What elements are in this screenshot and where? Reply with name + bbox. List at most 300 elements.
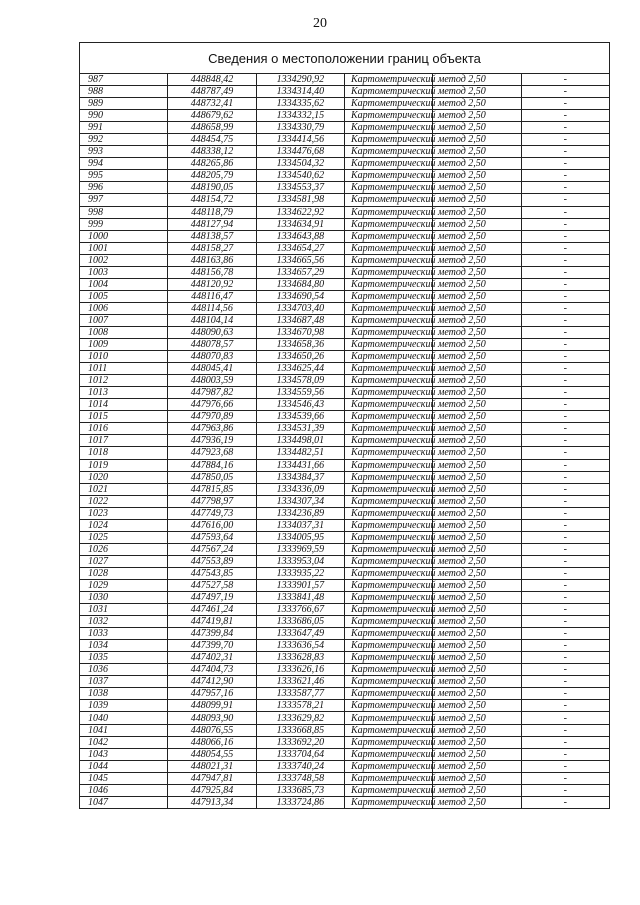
accuracy-cell: 2,50 — [433, 146, 521, 158]
method-cell: Картометрический метод — [344, 640, 432, 652]
y-coordinate-cell: 1333686,05 — [256, 616, 344, 628]
y-coordinate-cell: 1334498,01 — [256, 435, 344, 447]
method-cell: Картометрический метод — [344, 628, 432, 640]
y-coordinate-cell: 1333685,73 — [256, 784, 344, 796]
point-number-cell: 989 — [80, 98, 168, 110]
method-cell: Картометрический метод — [344, 543, 432, 555]
table-row — [80, 543, 610, 555]
accuracy-cell: 2,50 — [433, 230, 521, 242]
accuracy-cell: 2,50 — [433, 170, 521, 182]
method-cell: Картометрический метод — [344, 664, 432, 676]
point-number-cell: 1002 — [80, 254, 168, 266]
description-cell: - — [521, 748, 609, 760]
accuracy-cell: 2,50 — [433, 122, 521, 134]
point-number-cell: 993 — [80, 146, 168, 158]
method-cell: Картометрический метод — [344, 471, 432, 483]
y-coordinate-cell: 1334336,09 — [256, 483, 344, 495]
x-coordinate-cell: 447798,97 — [168, 495, 256, 507]
accuracy-cell: 2,50 — [433, 110, 521, 122]
y-coordinate-cell: 1334314,40 — [256, 86, 344, 98]
x-coordinate-cell: 448158,27 — [168, 242, 256, 254]
method-cell: Картометрический метод — [344, 712, 432, 724]
accuracy-cell: 2,50 — [433, 784, 521, 796]
accuracy-cell: 2,50 — [433, 652, 521, 664]
y-coordinate-cell: 1334657,29 — [256, 266, 344, 278]
method-cell: Картометрический метод — [344, 399, 432, 411]
table-row — [80, 278, 610, 290]
description-cell: - — [521, 122, 609, 134]
table-row — [80, 242, 610, 254]
description-cell: - — [521, 363, 609, 375]
point-number-cell: 1040 — [80, 712, 168, 724]
y-coordinate-cell: 1333578,21 — [256, 700, 344, 712]
y-coordinate-cell: 1334540,62 — [256, 170, 344, 182]
x-coordinate-cell: 448338,12 — [168, 146, 256, 158]
method-cell: Картометрический метод — [344, 567, 432, 579]
table-row — [80, 531, 610, 543]
x-coordinate-cell: 447419,81 — [168, 616, 256, 628]
x-coordinate-cell: 447850,05 — [168, 471, 256, 483]
method-cell: Картометрический метод — [344, 736, 432, 748]
point-number-cell: 1017 — [80, 435, 168, 447]
x-coordinate-cell: 447404,73 — [168, 664, 256, 676]
table-row — [80, 266, 610, 278]
y-coordinate-cell: 1334482,51 — [256, 447, 344, 459]
accuracy-cell: 2,50 — [433, 519, 521, 531]
y-coordinate-cell: 1334037,31 — [256, 519, 344, 531]
description-cell: - — [521, 772, 609, 784]
y-coordinate-cell: 1334703,40 — [256, 302, 344, 314]
y-coordinate-cell: 1334670,98 — [256, 326, 344, 338]
x-coordinate-cell: 448205,79 — [168, 170, 256, 182]
method-cell: Картометрический метод — [344, 74, 432, 86]
accuracy-cell: 2,50 — [433, 302, 521, 314]
method-cell: Картометрический метод — [344, 351, 432, 363]
method-cell: Картометрический метод — [344, 122, 432, 134]
point-number-cell: 1036 — [80, 664, 168, 676]
description-cell: - — [521, 471, 609, 483]
y-coordinate-cell: 1334335,62 — [256, 98, 344, 110]
table-row — [80, 640, 610, 652]
y-coordinate-cell: 1334384,37 — [256, 471, 344, 483]
method-cell: Картометрический метод — [344, 555, 432, 567]
method-cell: Картометрический метод — [344, 772, 432, 784]
y-coordinate-cell: 1334005,95 — [256, 531, 344, 543]
y-coordinate-cell: 1334307,34 — [256, 495, 344, 507]
accuracy-cell: 2,50 — [433, 375, 521, 387]
accuracy-cell: 2,50 — [433, 579, 521, 591]
table-row — [80, 218, 610, 230]
y-coordinate-cell: 1334531,39 — [256, 423, 344, 435]
description-cell: - — [521, 230, 609, 242]
y-coordinate-cell: 1334687,48 — [256, 314, 344, 326]
y-coordinate-cell: 1334622,92 — [256, 206, 344, 218]
x-coordinate-cell: 448099,91 — [168, 700, 256, 712]
x-coordinate-cell: 448732,41 — [168, 98, 256, 110]
x-coordinate-cell: 448120,92 — [168, 278, 256, 290]
description-cell: - — [521, 314, 609, 326]
x-coordinate-cell: 448156,78 — [168, 266, 256, 278]
method-cell: Картометрический метод — [344, 676, 432, 688]
x-coordinate-cell: 448114,56 — [168, 302, 256, 314]
method-cell: Картометрический метод — [344, 242, 432, 254]
method-cell: Картометрический метод — [344, 230, 432, 242]
y-coordinate-cell: 1334290,92 — [256, 74, 344, 86]
table-row — [80, 363, 610, 375]
point-number-cell: 1032 — [80, 616, 168, 628]
y-coordinate-cell: 1334431,66 — [256, 459, 344, 471]
description-cell: - — [521, 435, 609, 447]
point-number-cell: 1001 — [80, 242, 168, 254]
x-coordinate-cell: 447543,85 — [168, 567, 256, 579]
accuracy-cell: 2,50 — [433, 339, 521, 351]
table-row — [80, 592, 610, 604]
method-cell: Картометрический метод — [344, 182, 432, 194]
y-coordinate-cell: 1334236,89 — [256, 507, 344, 519]
description-cell: - — [521, 278, 609, 290]
x-coordinate-cell: 447963,86 — [168, 423, 256, 435]
description-cell: - — [521, 266, 609, 278]
method-cell: Картометрический метод — [344, 519, 432, 531]
table-row — [80, 351, 610, 363]
point-number-cell: 999 — [80, 218, 168, 230]
point-number-cell: 1030 — [80, 592, 168, 604]
x-coordinate-cell: 447936,19 — [168, 435, 256, 447]
accuracy-cell: 2,50 — [433, 700, 521, 712]
x-coordinate-cell: 447399,70 — [168, 640, 256, 652]
x-coordinate-cell: 448190,05 — [168, 182, 256, 194]
method-cell: Картометрический метод — [344, 495, 432, 507]
accuracy-cell: 2,50 — [433, 592, 521, 604]
y-coordinate-cell: 1334665,56 — [256, 254, 344, 266]
point-number-cell: 1010 — [80, 351, 168, 363]
accuracy-cell: 2,50 — [433, 254, 521, 266]
point-number-cell: 988 — [80, 86, 168, 98]
accuracy-cell: 2,50 — [433, 459, 521, 471]
accuracy-cell: 2,50 — [433, 98, 521, 110]
point-number-cell: 1020 — [80, 471, 168, 483]
x-coordinate-cell: 448076,55 — [168, 724, 256, 736]
accuracy-cell: 2,50 — [433, 278, 521, 290]
x-coordinate-cell: 447925,84 — [168, 784, 256, 796]
description-cell: - — [521, 592, 609, 604]
method-cell: Картометрический метод — [344, 339, 432, 351]
point-number-cell: 1044 — [80, 760, 168, 772]
y-coordinate-cell: 1333724,86 — [256, 796, 344, 808]
method-cell: Картометрический метод — [344, 507, 432, 519]
description-cell: - — [521, 242, 609, 254]
accuracy-cell: 2,50 — [433, 772, 521, 784]
description-cell: - — [521, 760, 609, 772]
x-coordinate-cell: 447593,64 — [168, 531, 256, 543]
x-coordinate-cell: 448045,41 — [168, 363, 256, 375]
x-coordinate-cell: 447553,89 — [168, 555, 256, 567]
accuracy-cell: 2,50 — [433, 134, 521, 146]
description-cell: - — [521, 700, 609, 712]
table-row — [80, 784, 610, 796]
y-coordinate-cell: 1334330,79 — [256, 122, 344, 134]
y-coordinate-cell: 1333636,54 — [256, 640, 344, 652]
x-coordinate-cell: 447497,19 — [168, 592, 256, 604]
y-coordinate-cell: 1334578,09 — [256, 375, 344, 387]
accuracy-cell: 2,50 — [433, 435, 521, 447]
table-row — [80, 134, 610, 146]
point-number-cell: 1031 — [80, 604, 168, 616]
y-coordinate-cell: 1333692,20 — [256, 736, 344, 748]
x-coordinate-cell: 447815,85 — [168, 483, 256, 495]
accuracy-cell: 2,50 — [433, 567, 521, 579]
method-cell: Картометрический метод — [344, 796, 432, 808]
description-cell: - — [521, 182, 609, 194]
accuracy-cell: 2,50 — [433, 194, 521, 206]
accuracy-cell: 2,50 — [433, 712, 521, 724]
x-coordinate-cell: 447884,16 — [168, 459, 256, 471]
table-row — [80, 616, 610, 628]
accuracy-cell: 2,50 — [433, 507, 521, 519]
accuracy-cell: 2,50 — [433, 688, 521, 700]
description-cell: - — [521, 628, 609, 640]
y-coordinate-cell: 1334414,56 — [256, 134, 344, 146]
description-cell: - — [521, 736, 609, 748]
method-cell: Картометрический метод — [344, 760, 432, 772]
method-cell: Картометрический метод — [344, 483, 432, 495]
point-number-cell: 996 — [80, 182, 168, 194]
method-cell: Картометрический метод — [344, 146, 432, 158]
table-row — [80, 736, 610, 748]
x-coordinate-cell: 447987,82 — [168, 387, 256, 399]
x-coordinate-cell: 447913,34 — [168, 796, 256, 808]
y-coordinate-cell: 1334643,88 — [256, 230, 344, 242]
x-coordinate-cell: 448787,49 — [168, 86, 256, 98]
x-coordinate-cell: 448104,14 — [168, 314, 256, 326]
table-row — [80, 471, 610, 483]
point-number-cell: 1015 — [80, 411, 168, 423]
description-cell: - — [521, 688, 609, 700]
accuracy-cell: 2,50 — [433, 351, 521, 363]
description-cell: - — [521, 375, 609, 387]
x-coordinate-cell: 448066,16 — [168, 736, 256, 748]
description-cell: - — [521, 86, 609, 98]
description-cell: - — [521, 387, 609, 399]
description-cell: - — [521, 604, 609, 616]
x-coordinate-cell: 447970,89 — [168, 411, 256, 423]
table-row — [80, 555, 610, 567]
description-cell: - — [521, 110, 609, 122]
accuracy-cell: 2,50 — [433, 326, 521, 338]
description-cell: - — [521, 555, 609, 567]
table-row — [80, 579, 610, 591]
accuracy-cell: 2,50 — [433, 266, 521, 278]
method-cell: Картометрический метод — [344, 86, 432, 98]
description-cell: - — [521, 543, 609, 555]
description-cell: - — [521, 74, 609, 86]
table-body — [80, 74, 610, 809]
accuracy-cell: 2,50 — [433, 604, 521, 616]
x-coordinate-cell: 447749,73 — [168, 507, 256, 519]
table-row — [80, 796, 610, 808]
description-cell: - — [521, 796, 609, 808]
table-title: Сведения о местоположении границ объекта — [80, 43, 610, 74]
method-cell: Картометрический метод — [344, 700, 432, 712]
table-row — [80, 206, 610, 218]
accuracy-cell: 2,50 — [433, 158, 521, 170]
y-coordinate-cell: 1334654,27 — [256, 242, 344, 254]
accuracy-cell: 2,50 — [433, 86, 521, 98]
table-row — [80, 760, 610, 772]
method-cell: Картометрический метод — [344, 531, 432, 543]
table-row — [80, 290, 610, 302]
point-number-cell: 998 — [80, 206, 168, 218]
x-coordinate-cell: 447947,81 — [168, 772, 256, 784]
method-cell: Картометрический метод — [344, 724, 432, 736]
y-coordinate-cell: 1333766,67 — [256, 604, 344, 616]
table-row — [80, 182, 610, 194]
description-cell: - — [521, 483, 609, 495]
accuracy-cell: 2,50 — [433, 363, 521, 375]
point-number-cell: 1004 — [80, 278, 168, 290]
description-cell: - — [521, 218, 609, 230]
x-coordinate-cell: 448138,57 — [168, 230, 256, 242]
y-coordinate-cell: 1333626,16 — [256, 664, 344, 676]
point-number-cell: 1043 — [80, 748, 168, 760]
table-row — [80, 676, 610, 688]
description-cell: - — [521, 784, 609, 796]
point-number-cell: 1013 — [80, 387, 168, 399]
description-cell: - — [521, 170, 609, 182]
y-coordinate-cell: 1334476,68 — [256, 146, 344, 158]
description-cell: - — [521, 579, 609, 591]
boundary-table — [79, 42, 610, 809]
x-coordinate-cell: 448163,86 — [168, 254, 256, 266]
point-number-cell: 997 — [80, 194, 168, 206]
point-number-cell: 1028 — [80, 567, 168, 579]
x-coordinate-cell: 447976,66 — [168, 399, 256, 411]
method-cell: Картометрический метод — [344, 652, 432, 664]
table-row — [80, 110, 610, 122]
point-number-cell: 1047 — [80, 796, 168, 808]
table-row — [80, 339, 610, 351]
table-row — [80, 688, 610, 700]
method-cell: Картометрический метод — [344, 616, 432, 628]
x-coordinate-cell: 447616,00 — [168, 519, 256, 531]
accuracy-cell: 2,50 — [433, 495, 521, 507]
method-cell: Картометрический метод — [344, 314, 432, 326]
y-coordinate-cell: 1333628,83 — [256, 652, 344, 664]
description-cell: - — [521, 339, 609, 351]
y-coordinate-cell: 1334684,80 — [256, 278, 344, 290]
method-cell: Картометрический метод — [344, 110, 432, 122]
table-row — [80, 748, 610, 760]
point-number-cell: 1041 — [80, 724, 168, 736]
point-number-cell: 1007 — [80, 314, 168, 326]
method-cell: Картометрический метод — [344, 688, 432, 700]
y-coordinate-cell: 1333901,57 — [256, 579, 344, 591]
method-cell: Картометрический метод — [344, 592, 432, 604]
accuracy-cell: 2,50 — [433, 664, 521, 676]
point-number-cell: 1018 — [80, 447, 168, 459]
table-row — [80, 567, 610, 579]
point-number-cell: 1037 — [80, 676, 168, 688]
accuracy-cell: 2,50 — [433, 760, 521, 772]
method-cell: Картометрический метод — [344, 363, 432, 375]
description-cell: - — [521, 194, 609, 206]
method-cell: Картометрический метод — [344, 579, 432, 591]
accuracy-cell: 2,50 — [433, 290, 521, 302]
x-coordinate-cell: 448265,86 — [168, 158, 256, 170]
description-cell: - — [521, 507, 609, 519]
x-coordinate-cell: 448118,79 — [168, 206, 256, 218]
description-cell: - — [521, 146, 609, 158]
point-number-cell: 1027 — [80, 555, 168, 567]
table-row — [80, 302, 610, 314]
method-cell: Картометрический метод — [344, 423, 432, 435]
y-coordinate-cell: 1333621,46 — [256, 676, 344, 688]
description-cell: - — [521, 459, 609, 471]
description-cell: - — [521, 351, 609, 363]
x-coordinate-cell: 447527,58 — [168, 579, 256, 591]
accuracy-cell: 2,50 — [433, 471, 521, 483]
table-row — [80, 375, 610, 387]
x-coordinate-cell: 447567,24 — [168, 543, 256, 555]
point-number-cell: 1012 — [80, 375, 168, 387]
method-cell: Картометрический метод — [344, 447, 432, 459]
y-coordinate-cell: 1334658,36 — [256, 339, 344, 351]
description-cell: - — [521, 302, 609, 314]
x-coordinate-cell: 448848,42 — [168, 74, 256, 86]
table-row — [80, 194, 610, 206]
point-number-cell: 1019 — [80, 459, 168, 471]
point-number-cell: 1006 — [80, 302, 168, 314]
y-coordinate-cell: 1333587,77 — [256, 688, 344, 700]
point-number-cell: 1009 — [80, 339, 168, 351]
table-row — [80, 483, 610, 495]
point-number-cell: 1024 — [80, 519, 168, 531]
table-row — [80, 158, 610, 170]
description-cell: - — [521, 724, 609, 736]
method-cell: Картометрический метод — [344, 290, 432, 302]
method-cell: Картометрический метод — [344, 375, 432, 387]
y-coordinate-cell: 1333647,49 — [256, 628, 344, 640]
table-row — [80, 519, 610, 531]
x-coordinate-cell: 447957,16 — [168, 688, 256, 700]
accuracy-cell: 2,50 — [433, 411, 521, 423]
table-row — [80, 435, 610, 447]
x-coordinate-cell: 448070,83 — [168, 351, 256, 363]
accuracy-cell: 2,50 — [433, 676, 521, 688]
description-cell: - — [521, 158, 609, 170]
point-number-cell: 1025 — [80, 531, 168, 543]
accuracy-cell: 2,50 — [433, 218, 521, 230]
point-number-cell: 1003 — [80, 266, 168, 278]
y-coordinate-cell: 1334546,43 — [256, 399, 344, 411]
x-coordinate-cell: 448116,47 — [168, 290, 256, 302]
y-coordinate-cell: 1334539,66 — [256, 411, 344, 423]
x-coordinate-cell: 448003,59 — [168, 375, 256, 387]
method-cell: Картометрический метод — [344, 134, 432, 146]
method-cell: Картометрический метод — [344, 748, 432, 760]
table-row — [80, 447, 610, 459]
point-number-cell: 1023 — [80, 507, 168, 519]
description-cell: - — [521, 640, 609, 652]
method-cell: Картометрический метод — [344, 604, 432, 616]
accuracy-cell: 2,50 — [433, 628, 521, 640]
point-number-cell: 994 — [80, 158, 168, 170]
point-number-cell: 1008 — [80, 326, 168, 338]
method-cell: Картометрический метод — [344, 326, 432, 338]
point-number-cell: 1029 — [80, 579, 168, 591]
x-coordinate-cell: 448054,55 — [168, 748, 256, 760]
point-number-cell: 995 — [80, 170, 168, 182]
